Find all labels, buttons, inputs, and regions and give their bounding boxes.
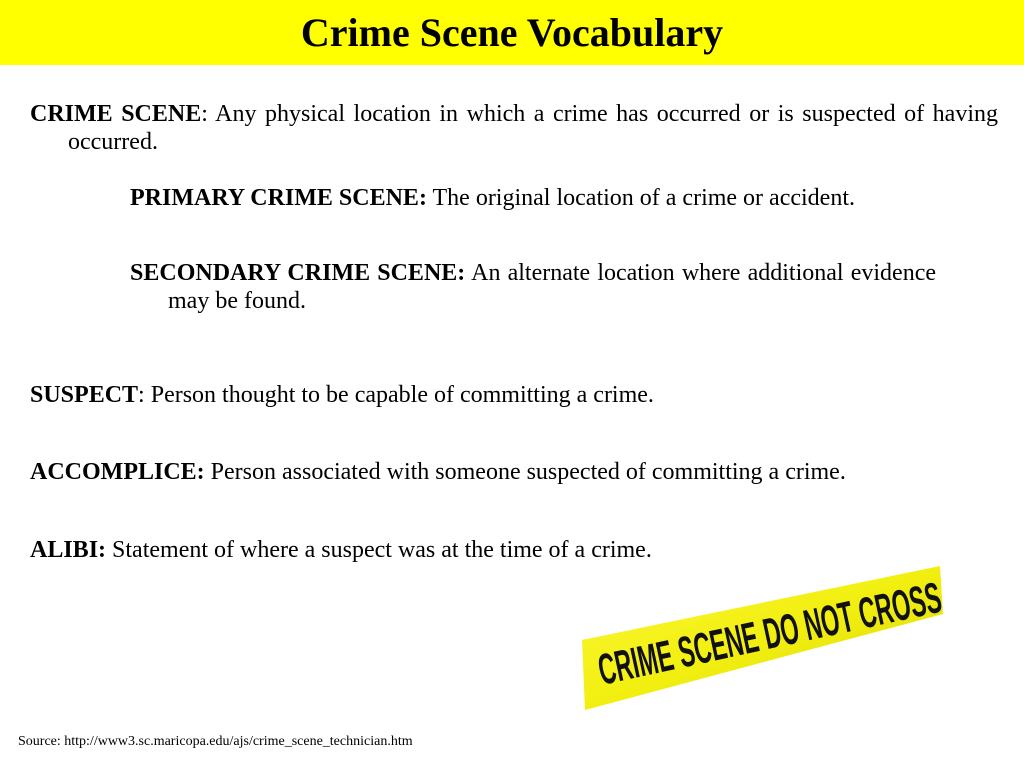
definition-text: : Person thought to be capable of committing a crime. <box>138 382 654 408</box>
term-label: ACCOMPLICE: <box>30 459 205 485</box>
term-label: SECONDARY CRIME SCENE: <box>130 260 466 286</box>
page-title: Crime Scene Vocabulary <box>300 9 724 55</box>
definition-accomplice <box>30 458 1010 486</box>
definition-text: Statement of where a suspect was at the time of a crime. <box>106 537 652 563</box>
definition-secondary-crime-scene <box>130 259 936 315</box>
definition-text: The original location of a crime or accident. <box>426 185 855 211</box>
term-label: CRIME SCENE <box>30 101 202 127</box>
definition-crime-scene <box>30 100 998 156</box>
source-citation: Source: http://www3.sc.maricopa.edu/ajs/crime_scene_technician.htm <box>18 734 413 749</box>
term-label: PRIMARY CRIME SCENE: <box>130 185 427 211</box>
tape-text: CRIME SCENE DO NOT CROSS <box>593 573 946 695</box>
title-bar <box>0 0 1024 65</box>
definition-suspect <box>30 381 990 409</box>
definition-text: An alternate location where additional evidence may be found. <box>168 260 936 314</box>
term-label: ALIBI: <box>30 537 107 563</box>
definition-text: Person associated with someone suspected of committing a crime. <box>204 459 846 485</box>
term-label: SUSPECT <box>30 382 139 408</box>
definition-text: : Any physical location in which a crime has occurred or is suspected of having occurred. <box>68 101 998 155</box>
crime-scene-tape-image <box>560 540 960 730</box>
definition-primary-crime-scene <box>130 184 890 212</box>
